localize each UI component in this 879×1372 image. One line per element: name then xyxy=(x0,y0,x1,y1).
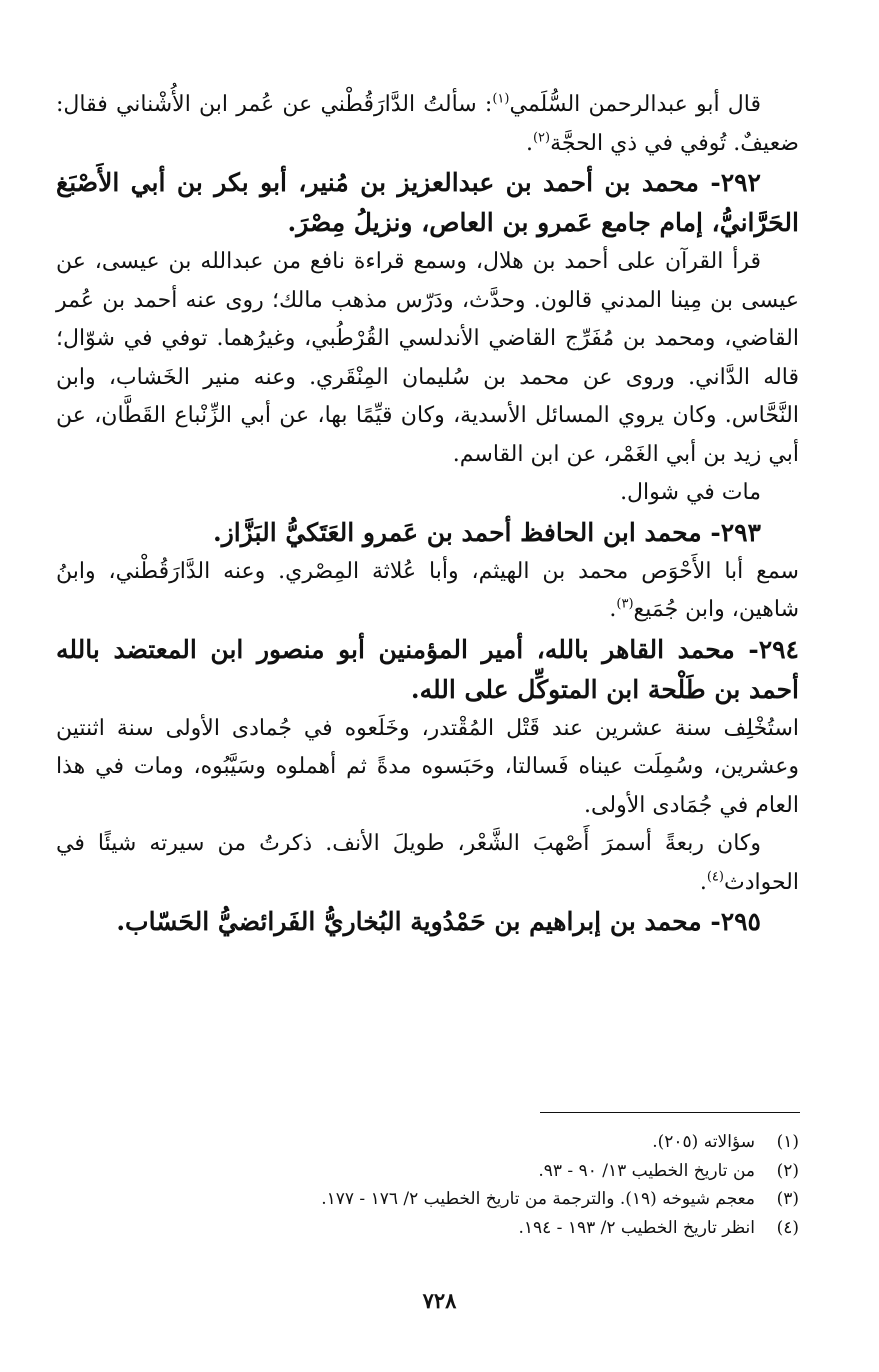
paragraph-text: : سألتُ الدَّارَقُطْني عن عُمر ابن الأُشْناني فقال: ضعيفٌ. تُوفي في ذي الحجَّة xyxy=(56,92,799,156)
paragraph-text: . xyxy=(609,597,617,622)
footnote-marker: (١) xyxy=(776,1132,799,1152)
footnote xyxy=(56,1157,799,1186)
footnote-text: سؤالاته (٢٠٥). xyxy=(652,1132,755,1152)
footnote xyxy=(56,1214,799,1243)
footnote-text: انظر تاريخ الخطيب ٢/ ١٩٣ - ١٩٤. xyxy=(518,1217,755,1238)
footnote-text: من تاريخ الخطيب ١٣/ ٩٠ - ٩٣. xyxy=(538,1160,755,1181)
entry-heading-293: ٢٩٣- محمد ابن الحافظ أحمد بن عَمرو العَتَكيُّ البَزَّاز. xyxy=(213,517,761,547)
paragraph-text: وكان ربعةً أسمرَ أَصْهبَ الشَّعْر، طويلَ الأنف. ذكرتُ من سيرته شيئًا في الحوادث xyxy=(56,831,799,895)
main-text xyxy=(56,86,799,942)
footnotes xyxy=(56,1128,799,1242)
footnote-text: معجم شيوخه (١٩). والترجمة من تاريخ الخطيب ٢/ ١٧٦ - ١٧٧. xyxy=(321,1189,755,1209)
footnote-marker: (٢) xyxy=(776,1160,799,1181)
paragraph-text: سمع أبا الأَحْوَص محمد بن الهيثم، وأبا عُلاثة المِصْري. وعنه الدَّارَقُطْني، وابنُ شاهين، وابن جُمَيع xyxy=(56,558,799,622)
footnote xyxy=(56,1185,799,1214)
paragraph-entry-294-description xyxy=(56,825,799,902)
entry-heading-294: ٢٩٤- محمد القاهر بالله، أمير المؤمنين أبو منصور ابن المعتضد بالله أحمد بن طَلْحة ابن المتوكِّل على الله. xyxy=(56,634,799,704)
footnote-separator xyxy=(540,1112,800,1113)
paragraph-text: . xyxy=(525,130,533,156)
footnote-ref-2[interactable]: (٢) xyxy=(532,130,551,146)
paragraph-text: . xyxy=(699,869,707,895)
paragraph-text: قال أبو عبدالرحمن السُّلَمي xyxy=(509,92,761,117)
footnote-ref-1[interactable]: (١) xyxy=(492,91,510,107)
footnote-marker: (٤) xyxy=(776,1217,799,1238)
paragraph-entry-292: قرأ القرآن على أحمد بن هلال، وسمع قراءة نافع من عبدالله بن عيسى، عن عيسى بن مِينا المدني قالون. وحدَّث، ودَرّس مذهب مالك؛ روى عنه أحمد بن عُمر القاضي، ومحمد بن مُفَرِّج القاضي الأندلسي القُرْطُبي، وغيرُهما. توفي في شوّال؛ قاله الدَّاني. وروى عن محمد بن سُليمان المِنْقَري. وعنه منير الخَشاب، وابن النَّحَّاس. وكان يروي المسائل الأسدية، وكان قيِّمًا بها، عن أبي الزِّنْباع القَطَّان، عن أبي زيد بن أبي الغَمْر، عن ابن القاسم. xyxy=(56,249,799,467)
paragraph-entry-292-death: مات في شوال. xyxy=(620,480,761,505)
paragraph-entry-294: استُخْلِف سنة عشرين عند قَتْل المُقْتدر، وخَلَعوه في جُمادى الأولى سنة اثنتين وعشرين، وسُمِلَت عيناه فَسالتا، وحَبَسوه مدةً ثم أهملوه وسَيَّبُوه، ومات في هذا العام في جُمَادى الأولى. xyxy=(56,715,799,818)
footnote-ref-3[interactable]: (٣) xyxy=(616,596,634,612)
footnote-marker: (٣) xyxy=(776,1189,799,1209)
entry-heading-295: ٢٩٥- محمد بن إبراهيم بن حَمْدُوية البُخاريُّ الفَرائضيُّ الحَسّاب. xyxy=(116,907,761,936)
page-number: ٧٢٨ xyxy=(422,1288,457,1313)
footnote xyxy=(56,1128,799,1157)
paragraph-entry-293 xyxy=(56,553,799,630)
footnote-ref-4[interactable]: (٤) xyxy=(706,869,724,885)
paragraph-sulami-quote xyxy=(56,86,799,163)
entry-heading-292: ٢٩٢- محمد بن أحمد بن عبدالعزيز بن مُنير، أبو بكر بن أبي الأَصْبَغ الحَرَّانيُّ، إمام جامع عَمرو بن العاص، ونزيلُ مِصْرَ. xyxy=(56,168,799,237)
